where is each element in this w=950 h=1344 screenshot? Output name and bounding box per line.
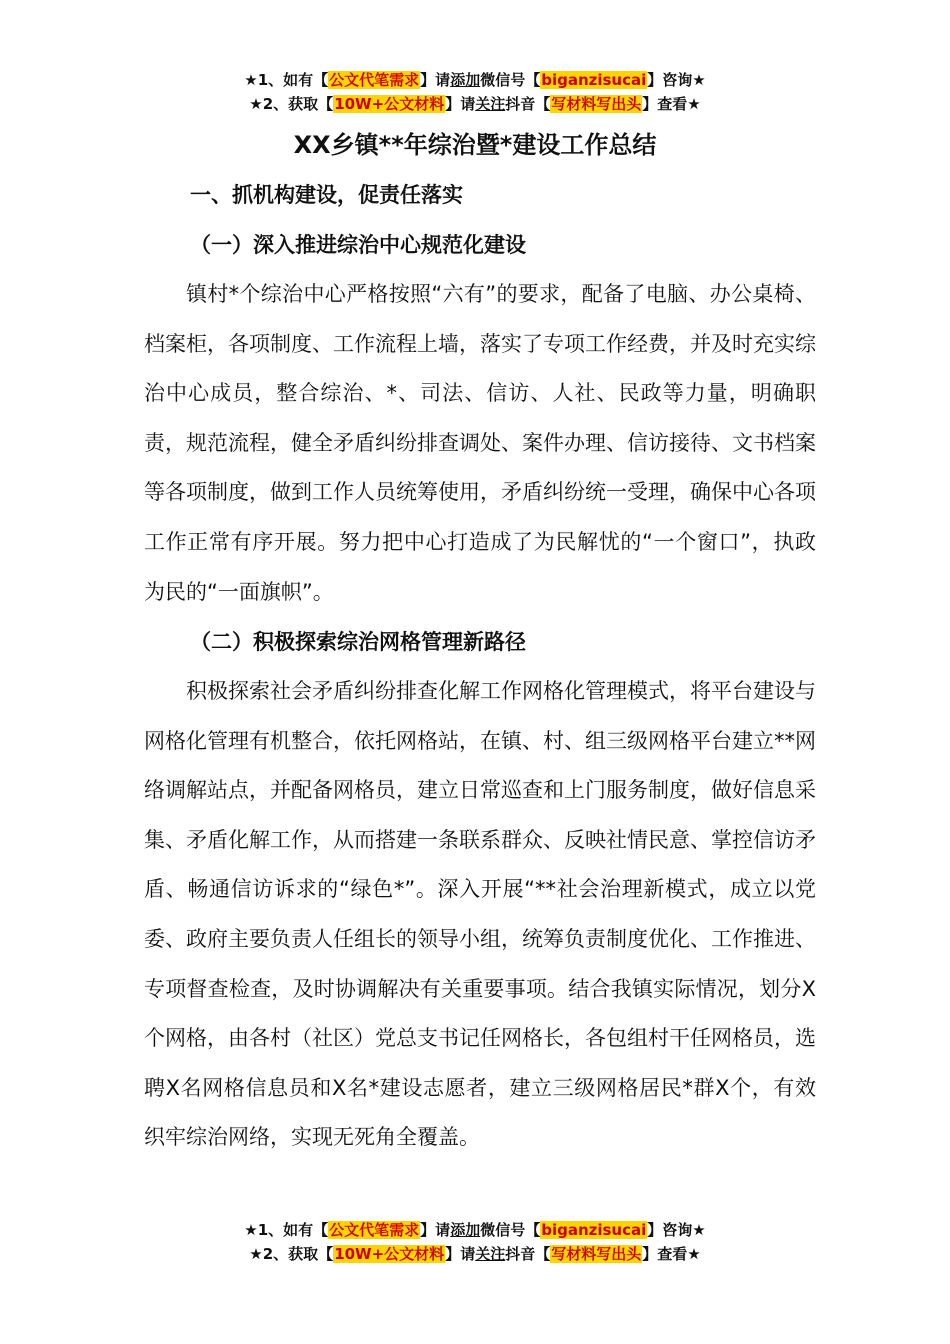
banner-text: ★2、获取【 [249, 1245, 334, 1263]
banner-text: 】请 [445, 95, 476, 113]
banner-text: 微信号【 [480, 71, 541, 89]
section-heading-1: 一、抓机构建设，促责任落实 [190, 183, 463, 207]
banner-text: 】请 [420, 1221, 451, 1239]
banner-line-1 [0, 68, 950, 92]
highlight-text: biganzisucai [541, 71, 647, 89]
banner-text: 微信号【 [480, 1221, 541, 1239]
underlined-text: 添加 [450, 71, 481, 89]
banner-line-2 [0, 92, 950, 116]
document-title: XX乡镇**年综治暨*建设工作总结 [293, 131, 657, 159]
banner-text: ★2、获取【 [249, 95, 334, 113]
banner-text: 抖音【 [505, 1245, 551, 1263]
highlight-text: 10W+公文材料 [334, 95, 445, 113]
banner-text: 】咨询★ [647, 1221, 706, 1239]
banner-text: 】请 [445, 1245, 476, 1263]
top-banner [0, 68, 950, 116]
banner-text: 】咨询★ [647, 71, 706, 89]
highlight-text: biganzisucai [541, 1221, 647, 1239]
banner-text: 】请 [420, 71, 451, 89]
highlight-text: 10W+公文材料 [334, 1245, 445, 1263]
banner-line-2 [0, 1242, 950, 1266]
highlight-text: 公文代笔需求 [329, 1221, 420, 1239]
banner-line-1 [0, 1218, 950, 1242]
underlined-text: 添加 [450, 1221, 481, 1239]
highlight-text: 写材料写出头 [551, 1245, 642, 1263]
body-paragraph-2: 积极探索社会矛盾纠纷排查化解工作网格化管理模式，将平台建设与网格化管理有机整合，依托网格站，在镇、村、组三级网格平台建立**网络调解站点，并配备网格员，建立日常巡查和上门服务制度，做好信息采集、矛盾化解工作，从而搭建一条联系群众、反映社情民意、掌控信访矛盾、畅通信访诉求的“绿色*”。深入开展“**社会治理新模式，成立以党委、政府主要负责人任组长的领导小组，统筹负责制度优化、工作推进、专项督查检查，及时协调解决有关重要事项。结合我镇实际情况，划分X个网格，由各村（社区）党总支书记任网格长，各包组村干任网格员，选聘X名网格信息员和X名*建设志愿者，建立三级网格居民*群X个，有效织牢综治网络，实现无死角全覆盖。 [144, 679, 816, 1150]
banner-text: 抖音【 [505, 95, 551, 113]
highlight-text: 写材料写出头 [551, 95, 642, 113]
underlined-text: 关注 [475, 95, 506, 113]
highlight-text: 公文代笔需求 [329, 71, 420, 89]
subsection-heading-1: （一）深入推进综治中心规范化建设 [190, 233, 526, 257]
banner-text: 】查看★ [642, 95, 701, 113]
bottom-banner [0, 1218, 950, 1266]
banner-text: 】查看★ [642, 1245, 701, 1263]
underlined-text: 关注 [475, 1245, 506, 1263]
subsection-heading-2: （二）积极探索综治网格管理新路径 [190, 630, 526, 654]
banner-text: ★1、如有【 [244, 71, 329, 89]
banner-text: ★1、如有【 [244, 1221, 329, 1239]
body-paragraph-1: 镇村*个综治中心严格按照“六有”的要求，配备了电脑、办公桌椅、档案柜，各项制度、工作流程上墙，落实了专项工作经费，并及时充实综治中心成员，整合综治、*、司法、信访、人社、民政等力量，明确职责，规范流程，健全矛盾纠纷排查调处、案件办理、信访接待、文书档案等各项制度，做到工作人员统筹使用，矛盾纠纷统一受理，确保中心各项工作正常有序开展。努力把中心打造成了为民解忧的“一个窗口”，执政为民的“一面旗帜”。 [144, 282, 816, 604]
